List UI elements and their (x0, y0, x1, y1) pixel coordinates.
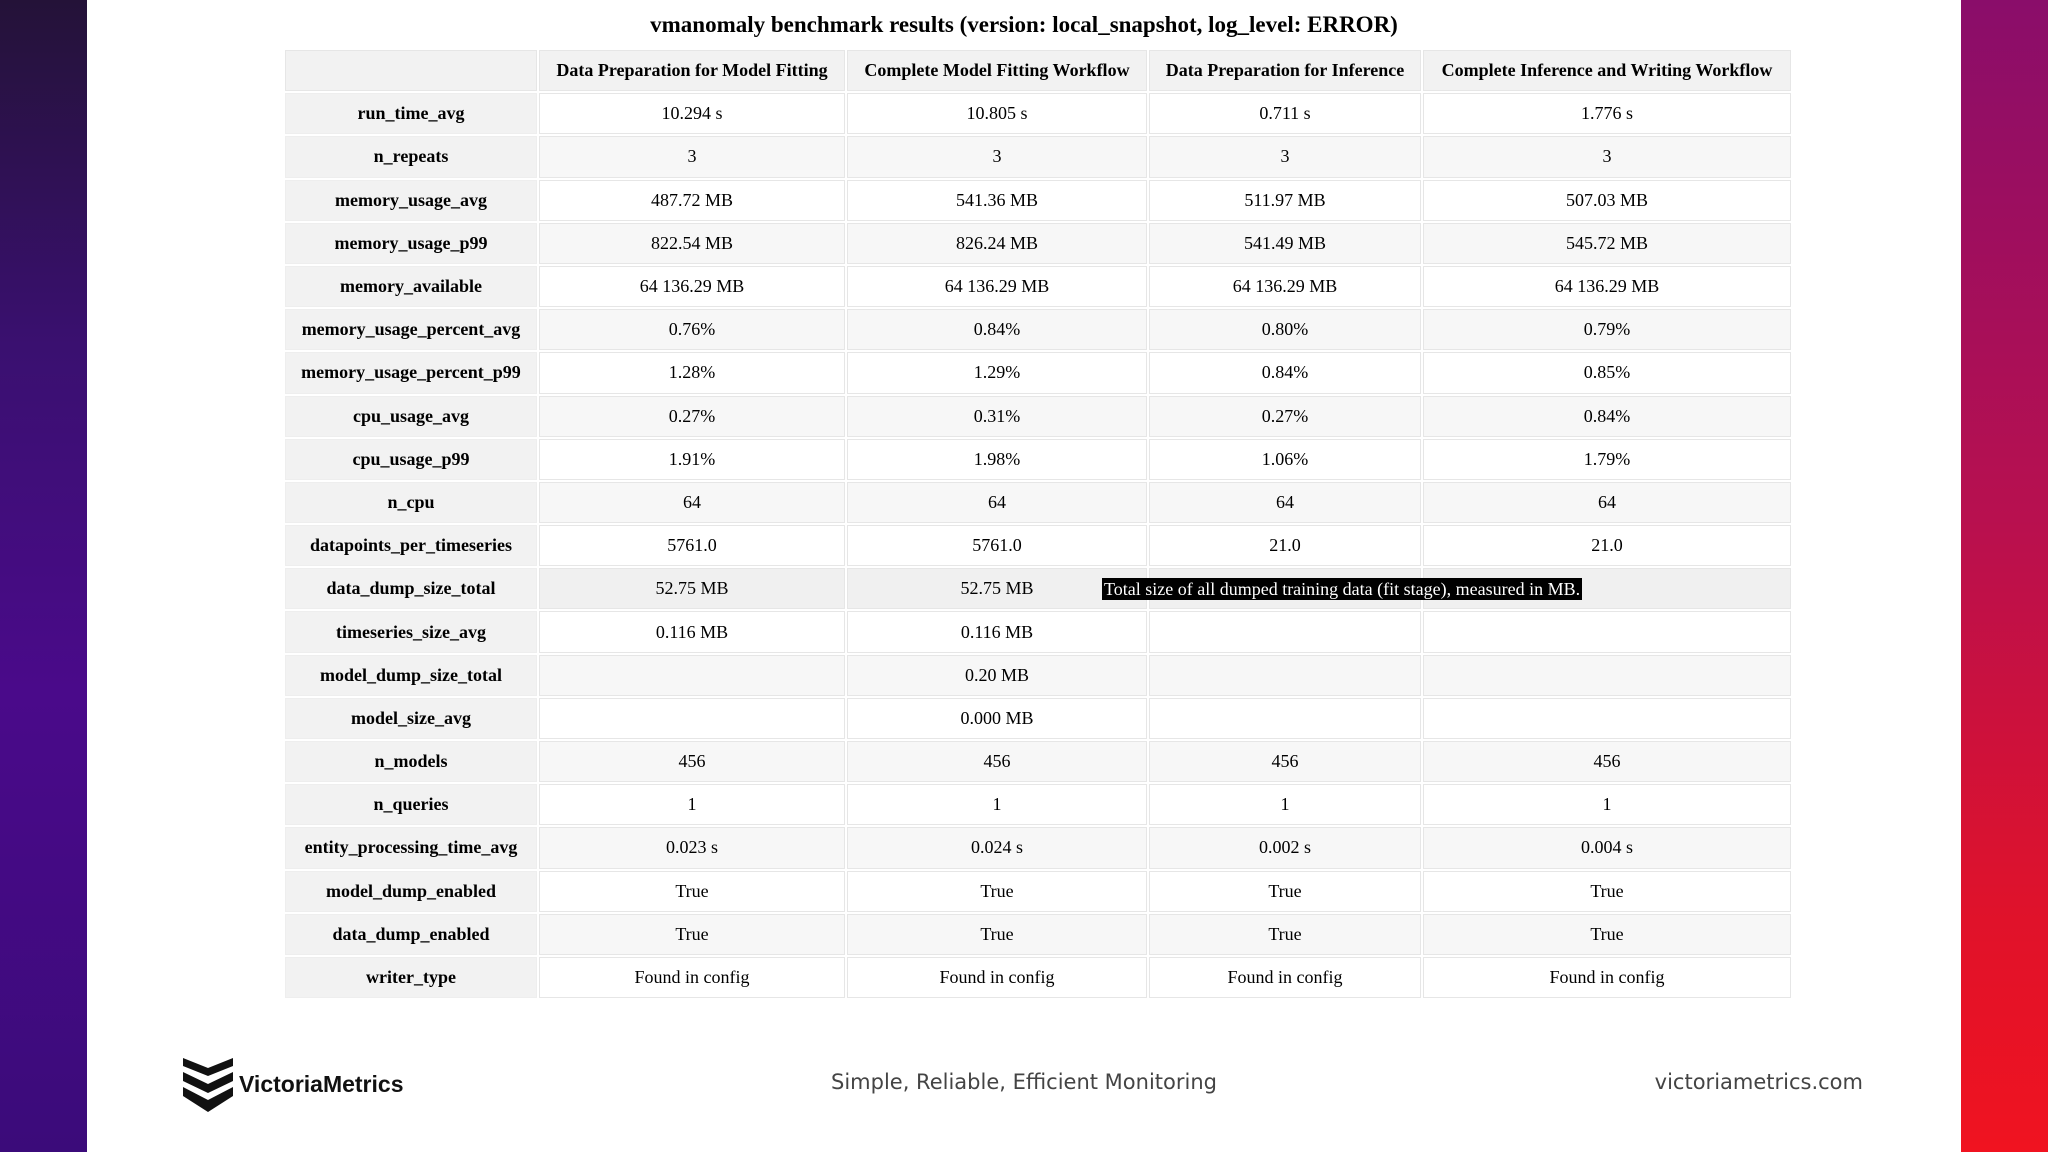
table-cell: 545.72 MB (1423, 223, 1791, 264)
table-cell: 0.84% (1149, 352, 1421, 393)
page-title: vmanomaly benchmark results (version: local_snapshot, log_level: ERROR) (650, 12, 1398, 37)
table-row (285, 655, 1791, 696)
table-cell (1149, 655, 1421, 696)
column-header: Complete Model Fitting Workflow (847, 50, 1147, 91)
table-cell (1423, 655, 1791, 696)
table-cell: 5761.0 (539, 525, 845, 566)
table-cell: 1 (1423, 784, 1791, 825)
table-cell: 0.20 MB (847, 655, 1147, 696)
row-label: n_repeats (285, 136, 537, 177)
table-cell: 0.27% (539, 396, 845, 437)
table-cell: 456 (847, 741, 1147, 782)
table-cell: 64 (539, 482, 845, 523)
table-cell: 0.004 s (1423, 827, 1791, 868)
table-row (285, 93, 1791, 134)
row-label: n_queries (285, 784, 537, 825)
table-cell: 5761.0 (847, 525, 1147, 566)
table-cell: 10.805 s (847, 93, 1147, 134)
table-row (285, 266, 1791, 307)
table-cell: 1 (847, 784, 1147, 825)
table-cell: 64 136.29 MB (1149, 266, 1421, 307)
table-cell: 3 (539, 136, 845, 177)
row-tooltip: Total size of all dumped training data (fit stage), measured in MB. (1104, 579, 1581, 599)
table-cell: 0.80% (1149, 309, 1421, 350)
table-cell (1423, 698, 1791, 739)
table-row (285, 180, 1791, 221)
table-cell: 0.76% (539, 309, 845, 350)
table-cell: 487.72 MB (539, 180, 845, 221)
table-cell: 507.03 MB (1423, 180, 1791, 221)
table-cell (1423, 611, 1791, 652)
table-cell: 3 (1423, 136, 1791, 177)
table-cell: 21.0 (1423, 525, 1791, 566)
table-cell: 64 (847, 482, 1147, 523)
table-cell: 0.116 MB (847, 611, 1147, 652)
column-header: Complete Inference and Writing Workflow (1423, 50, 1791, 91)
table-cell: 52.75 MB (847, 568, 1147, 609)
table-cell: Found in config (847, 957, 1147, 998)
table-row (285, 396, 1791, 437)
table-row (285, 957, 1791, 998)
table-cell: 0.002 s (1149, 827, 1421, 868)
footer-tagline: Simple, Reliable, Efficient Monitoring (831, 1070, 1217, 1094)
row-label: cpu_usage_avg (285, 396, 537, 437)
table-cell: 52.75 MB (539, 568, 845, 609)
table-cell: 64 (1423, 482, 1791, 523)
table-row (285, 741, 1791, 782)
table-cell: 1.91% (539, 439, 845, 480)
row-label: n_models (285, 741, 537, 782)
table-cell: 1 (1149, 784, 1421, 825)
table-cell: 10.294 s (539, 93, 845, 134)
table-cell: 1 (539, 784, 845, 825)
table-cell: 3 (847, 136, 1147, 177)
row-label: run_time_avg (285, 93, 537, 134)
table-row (285, 698, 1791, 739)
table-cell: 1.79% (1423, 439, 1791, 480)
row-label: data_dump_enabled (285, 914, 537, 955)
table-cell: 0.116 MB (539, 611, 845, 652)
table-cell: Found in config (539, 957, 845, 998)
table-cell: True (847, 914, 1147, 955)
table-cell: 1.29% (847, 352, 1147, 393)
table-row (285, 309, 1791, 350)
table-cell: 456 (539, 741, 845, 782)
table-cell (1149, 611, 1421, 652)
table-cell: True (847, 871, 1147, 912)
table-cell (539, 698, 845, 739)
table-cell: 456 (1149, 741, 1421, 782)
table-row (285, 611, 1791, 652)
table-cell: 21.0 (1149, 525, 1421, 566)
table-row (285, 223, 1791, 264)
row-label: writer_type (285, 957, 537, 998)
footer-url-link[interactable]: victoriametrics.com (1654, 1070, 1863, 1094)
table-cell: 64 136.29 MB (1423, 266, 1791, 307)
table-cell: True (539, 914, 845, 955)
row-label: memory_usage_avg (285, 180, 537, 221)
row-label: model_dump_size_total (285, 655, 537, 696)
table-cell: 1.28% (539, 352, 845, 393)
table-row (285, 525, 1791, 566)
table-cell: 64 136.29 MB (539, 266, 845, 307)
table-cell (539, 655, 845, 696)
table-cell: 0.711 s (1149, 93, 1421, 134)
table-cell: True (1149, 871, 1421, 912)
table-row (285, 482, 1791, 523)
table-cell: 0.79% (1423, 309, 1791, 350)
table-cell: Found in config (1423, 957, 1791, 998)
table-cell: 0.024 s (847, 827, 1147, 868)
table-cell: True (1149, 914, 1421, 955)
table-cell: 541.49 MB (1149, 223, 1421, 264)
row-label: memory_usage_percent_p99 (285, 352, 537, 393)
table-row (285, 136, 1791, 177)
footer-brand-name: VictoriaMetrics (239, 1070, 404, 1097)
table-header-row (285, 50, 1791, 91)
table-cell: 1.06% (1149, 439, 1421, 480)
table-row (285, 784, 1791, 825)
row-label: timeseries_size_avg (285, 611, 537, 652)
table-cell: 1.98% (847, 439, 1147, 480)
slide (87, 0, 1961, 1152)
table-cell (1149, 698, 1421, 739)
right-gradient-band (1961, 0, 2048, 1152)
table-cell: True (1423, 914, 1791, 955)
table-row (285, 914, 1791, 955)
table-cell: 826.24 MB (847, 223, 1147, 264)
table-cell: 0.023 s (539, 827, 845, 868)
table-row (285, 439, 1791, 480)
table-row (285, 827, 1791, 868)
left-gradient-band (0, 0, 87, 1152)
benchmark-table (283, 48, 1793, 1000)
row-label: cpu_usage_p99 (285, 439, 537, 480)
table-cell: 0.27% (1149, 396, 1421, 437)
table-cell: 0.84% (1423, 396, 1791, 437)
table-cell: 0.000 MB (847, 698, 1147, 739)
row-label: memory_usage_p99 (285, 223, 537, 264)
table-cell: True (539, 871, 845, 912)
table-row (285, 352, 1791, 393)
table-cell: Found in config (1149, 957, 1421, 998)
row-label: entity_processing_time_avg (285, 827, 537, 868)
row-label: memory_available (285, 266, 537, 307)
table-cell: 0.31% (847, 396, 1147, 437)
table-cell: 822.54 MB (539, 223, 845, 264)
table-cell: 456 (1423, 741, 1791, 782)
row-label: model_size_avg (285, 698, 537, 739)
table-row (285, 871, 1791, 912)
table-cell: 3 (1149, 136, 1421, 177)
row-label: memory_usage_percent_avg (285, 309, 537, 350)
column-header: Data Preparation for Inference (1149, 50, 1421, 91)
table-cell: 64 (1149, 482, 1421, 523)
column-header: Data Preparation for Model Fitting (539, 50, 845, 91)
row-label: datapoints_per_timeseries (285, 525, 537, 566)
table-cell: 541.36 MB (847, 180, 1147, 221)
row-label: n_cpu (285, 482, 537, 523)
table-cell: True (1423, 871, 1791, 912)
table-cell: 64 136.29 MB (847, 266, 1147, 307)
table-cell: 511.97 MB (1149, 180, 1421, 221)
table-cell: 1.776 s (1423, 93, 1791, 134)
row-label: model_dump_enabled (285, 871, 537, 912)
table-cell: 0.85% (1423, 352, 1791, 393)
table-cell: 0.84% (847, 309, 1147, 350)
row-label: data_dump_size_total (285, 568, 537, 609)
table-corner-cell (285, 50, 537, 91)
